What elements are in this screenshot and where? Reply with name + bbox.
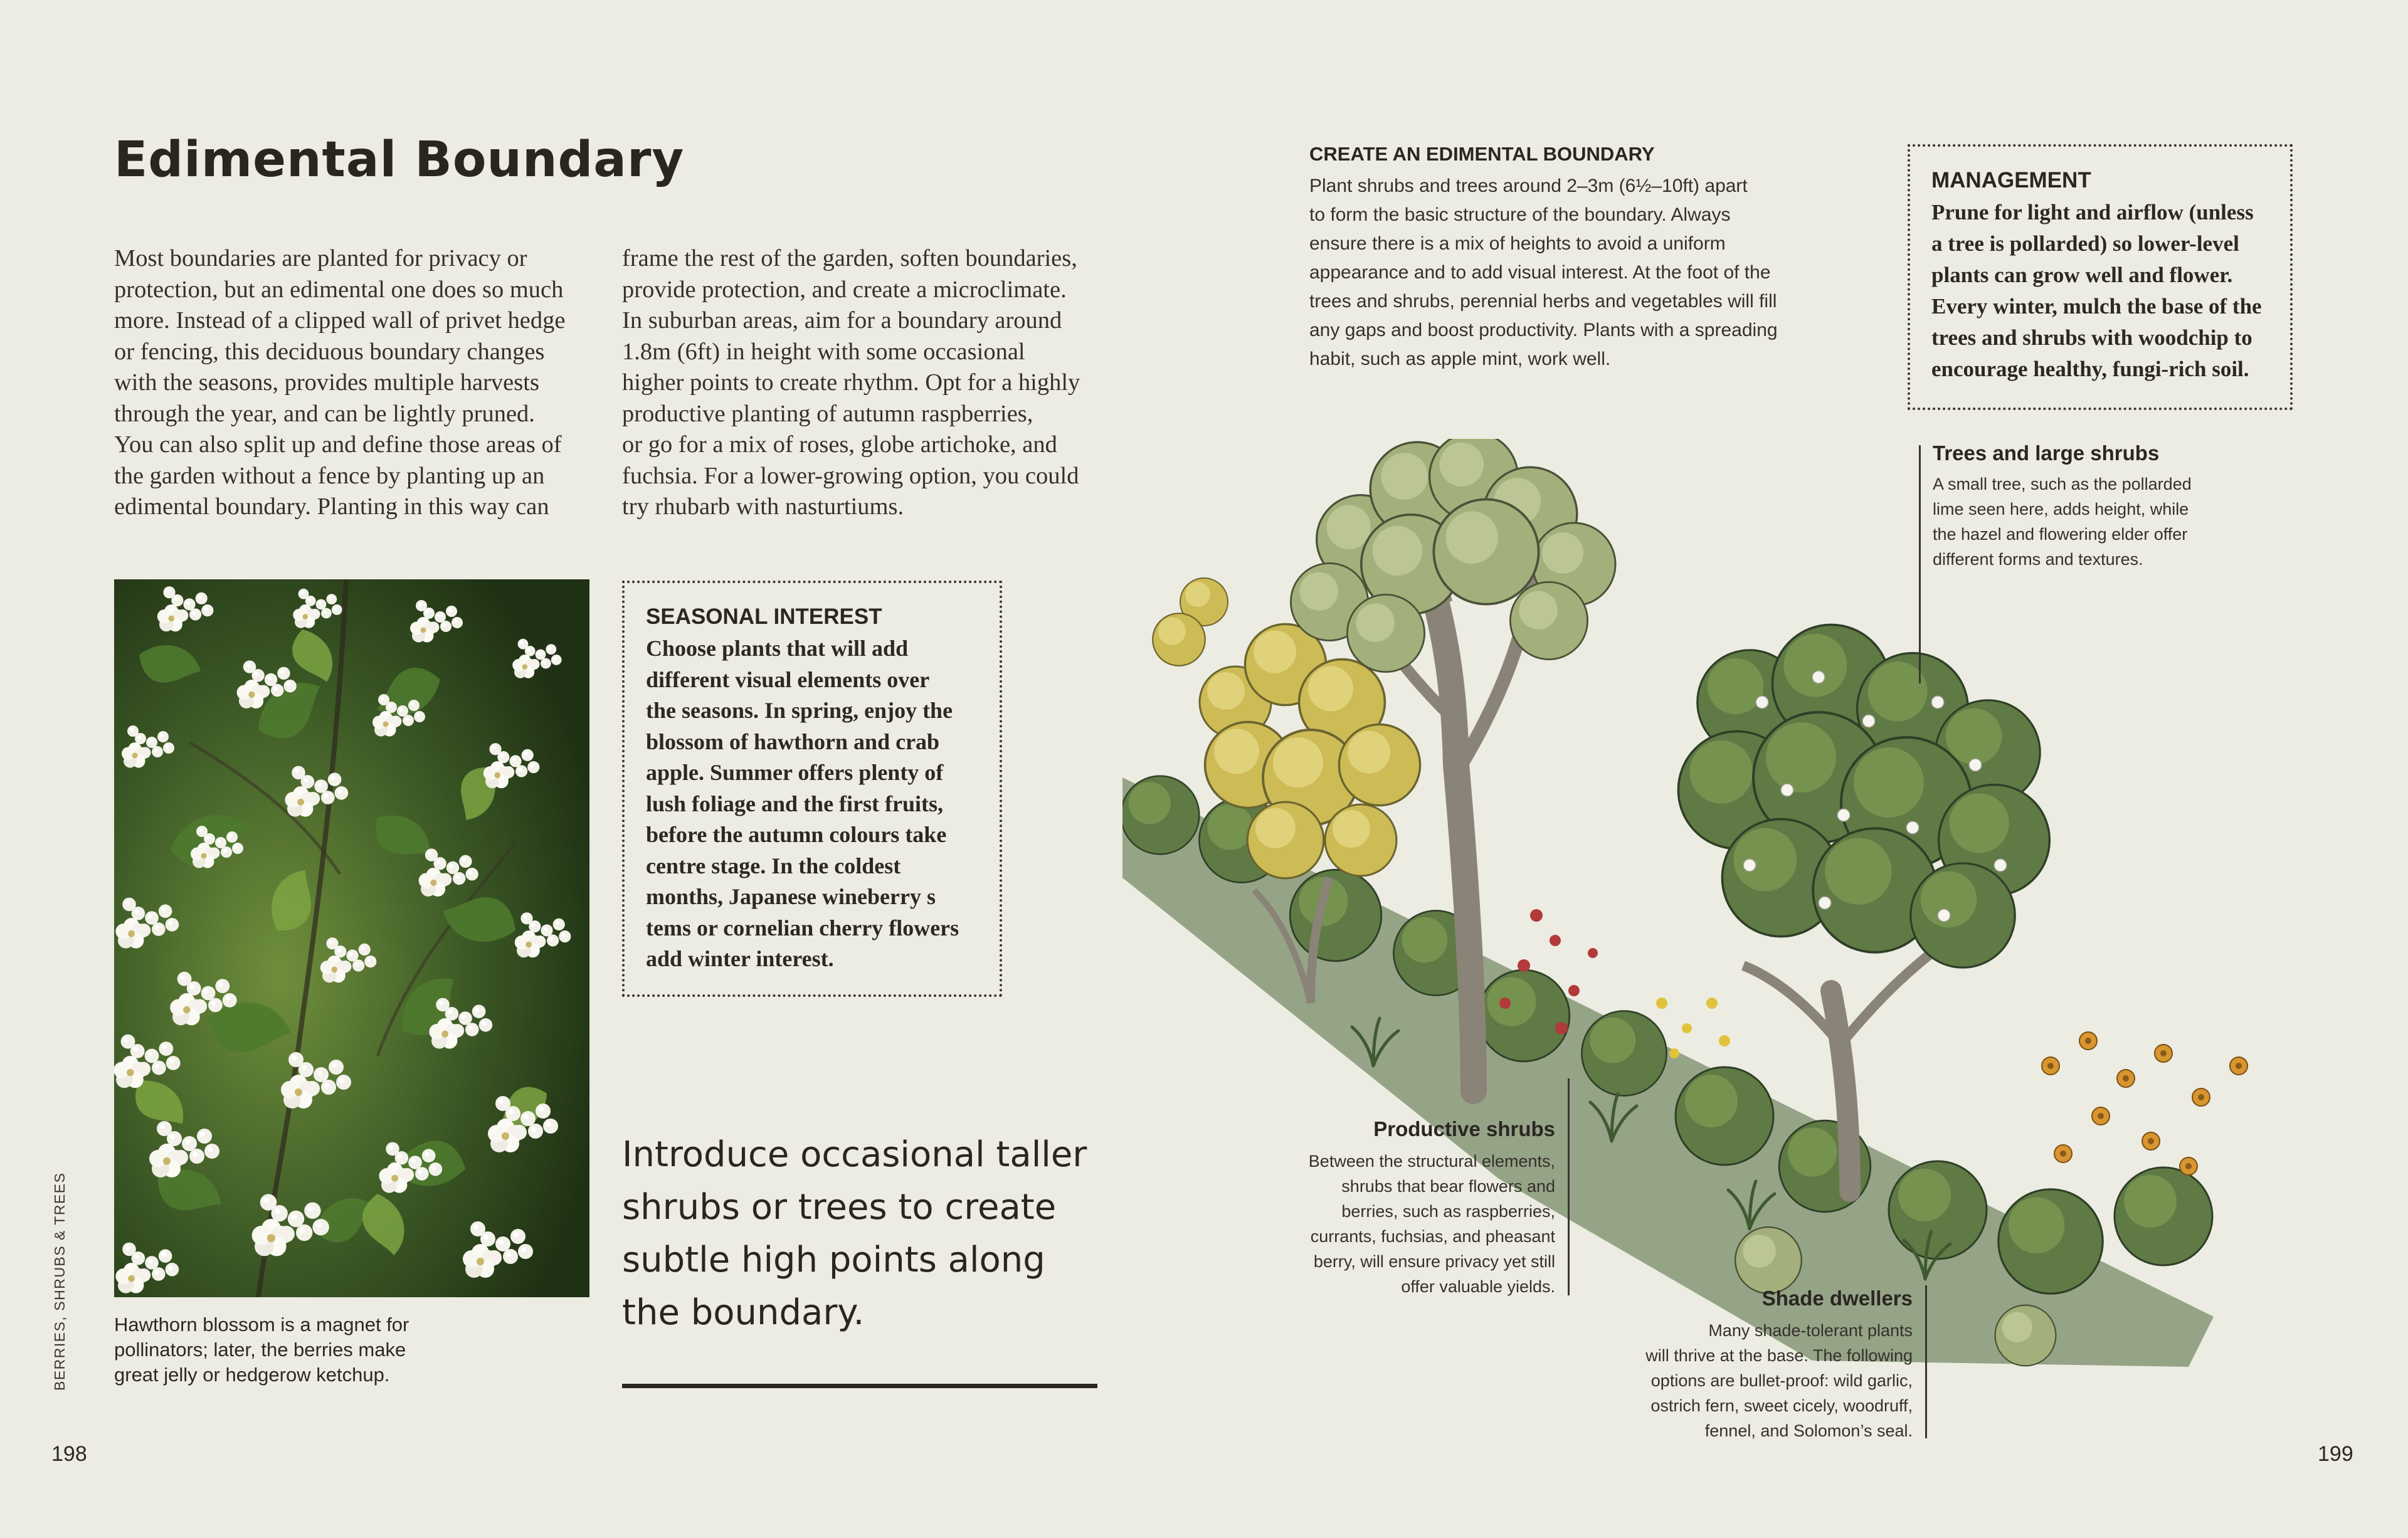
shrubs-annotation-heading: Productive shrubs [1373, 1117, 1555, 1140]
text-line: the seasons. In spring, enjoy the [646, 698, 953, 723]
text-line: trees and shrubs, perennial herbs and vegetables will fill [1309, 291, 1777, 312]
intro-column-2 [622, 243, 1080, 523]
text-line: In suburban areas, aim for a boundary around [622, 307, 1062, 334]
text-line: lush foliage and the first fruits, [646, 791, 944, 816]
text-line: different forms and textures. [1933, 550, 2143, 569]
seasonal-interest-heading: SEASONAL INTEREST [646, 604, 882, 629]
text-line: berries, such as raspberries, [1341, 1202, 1555, 1221]
text-line: options are bullet-proof: wild garlic, [1650, 1371, 1913, 1390]
text-line: to form the basic structure of the boundary. Always [1309, 204, 1731, 225]
text-line: will thrive at the base. The following [1645, 1346, 1913, 1365]
page-number-right: 199 [2318, 1442, 2353, 1466]
text-line: appearance and to add visual interest. At the foot of the [1309, 262, 1771, 283]
text-line: protection, but an edimental one does so much [114, 276, 564, 303]
text-line: months, Japanese wineberry s [646, 884, 936, 909]
pull-quote-line: Introduce occasional taller [622, 1134, 1087, 1175]
text-line: plants can grow well and flower. [1931, 263, 2233, 287]
hawthorn-blossom-photo [114, 579, 589, 1297]
text-line: encourage healthy, fungi-rich soil. [1931, 357, 2249, 381]
text-line: the hazel and flowering elder offer [1933, 525, 2188, 544]
text-line: higher points to create rhythm. Opt for a highly [622, 369, 1080, 396]
text-line: You can also split up and define those areas of [114, 431, 562, 458]
shrubs-leader-line [1568, 1078, 1570, 1295]
text-line: or fencing, this deciduous boundary changes [114, 338, 545, 365]
shade-annotation-text [1593, 1318, 1913, 1443]
text-line: offer valuable yields. [1401, 1277, 1555, 1296]
text-line: frame the rest of the garden, soften boundaries, [622, 245, 1077, 271]
text-line: Choose plants that will add [646, 636, 909, 661]
text-line: trees and shrubs with woodchip to [1931, 325, 2252, 350]
text-line: A small tree, such as the pollarded [1933, 475, 2192, 493]
text-line: or go for a mix of roses, globe artichoke, and [622, 431, 1057, 458]
trees-leader-line [1919, 445, 1921, 683]
pull-quote-line: subtle high points along [622, 1240, 1045, 1280]
text-line: habit, such as apple mint, work well. [1309, 349, 1611, 369]
text-line: fuchsia. For a lower-growing option, you could [622, 462, 1079, 489]
text-line: berry, will ensure privacy yet still [1313, 1252, 1555, 1271]
create-boundary-text [1309, 172, 1778, 374]
text-line: productive planting of autumn raspberries, [622, 400, 1033, 427]
text-line: Most boundaries are planted for privacy or [114, 245, 527, 271]
caption-line: great jelly or hedgerow ketchup. [114, 1364, 390, 1386]
pull-quote [622, 1129, 1087, 1339]
management-text [1931, 197, 2262, 385]
text-line: ensure there is a mix of heights to avoid a uniform [1309, 233, 1726, 254]
text-line: the garden without a fence by planting up an [114, 462, 545, 489]
text-line: tems or cornelian cherry flowers [646, 915, 959, 940]
text-line: currants, fuchsias, and pheasant [1310, 1227, 1555, 1246]
section-side-label: BERRIES, SHRUBS & TREES [51, 1172, 68, 1391]
text-line: before the autumn colours take [646, 822, 947, 847]
text-line: more. Instead of a clipped wall of privet hedge [114, 307, 566, 334]
trees-annotation-text [1933, 471, 2192, 572]
shade-leader-line [1925, 1285, 1927, 1438]
text-line: Every winter, mulch the base of the [1931, 294, 2262, 319]
text-line: ostrich fern, sweet cicely, woodruff, [1650, 1396, 1913, 1415]
text-line: lime seen here, adds height, while [1933, 500, 2189, 519]
text-line: Prune for light and airflow (unless [1931, 200, 2254, 224]
intro-column-1 [114, 243, 565, 523]
text-line: fennel, and Solomon’s seal. [1704, 1421, 1913, 1440]
text-line: shrubs that bear flowers and [1341, 1177, 1555, 1196]
pull-quote-line: shrubs or trees to create [622, 1187, 1057, 1228]
text-line: with the seasons, provides multiple harvests [114, 369, 539, 396]
text-line: centre stage. In the coldest [646, 853, 901, 878]
shade-annotation-heading: Shade dwellers [1761, 1287, 1913, 1310]
pull-quote-line: the boundary. [622, 1292, 865, 1333]
page-number-left: 198 [51, 1442, 87, 1466]
trees-annotation-heading: Trees and large shrubs [1933, 441, 2160, 465]
text-line: try rhubarb with nasturtiums. [622, 493, 904, 520]
text-line: edimental boundary. Planting in this way can [114, 493, 549, 520]
photo-caption [114, 1312, 409, 1388]
seasonal-interest-text [646, 633, 959, 975]
text-line: different visual elements over [646, 666, 930, 692]
text-line: Plant shrubs and trees around 2–3m (6½–10ft) apart [1309, 176, 1748, 196]
page-title: Edimental Boundary [114, 132, 685, 188]
text-line: Many shade-tolerant plants [1708, 1321, 1913, 1340]
text-line: add winter interest. [646, 946, 834, 971]
text-line: 1.8m (6ft) in height with some occasional [622, 338, 1025, 365]
shrubs-annotation-text [1279, 1149, 1555, 1299]
text-line: any gaps and boost productivity. Plants with a spreading [1309, 320, 1778, 340]
management-heading: MANAGEMENT [1931, 168, 2091, 192]
caption-line: Hawthorn blossom is a magnet for [114, 1314, 409, 1335]
caption-line: pollinators; later, the berries make [114, 1339, 406, 1361]
create-boundary-heading: CREATE AN EDIMENTAL BOUNDARY [1309, 143, 1655, 165]
text-line: a tree is pollarded) so lower-level [1931, 231, 2239, 256]
pull-quote-rule [622, 1384, 1097, 1388]
text-line: blossom of hawthorn and crab [646, 729, 940, 754]
text-line: Between the structural elements, [1308, 1152, 1555, 1171]
text-line: apple. Summer offers plenty of [646, 760, 944, 785]
text-line: through the year, and can be lightly pruned. [114, 400, 535, 427]
text-line: provide protection, and create a microclimate. [622, 276, 1067, 303]
